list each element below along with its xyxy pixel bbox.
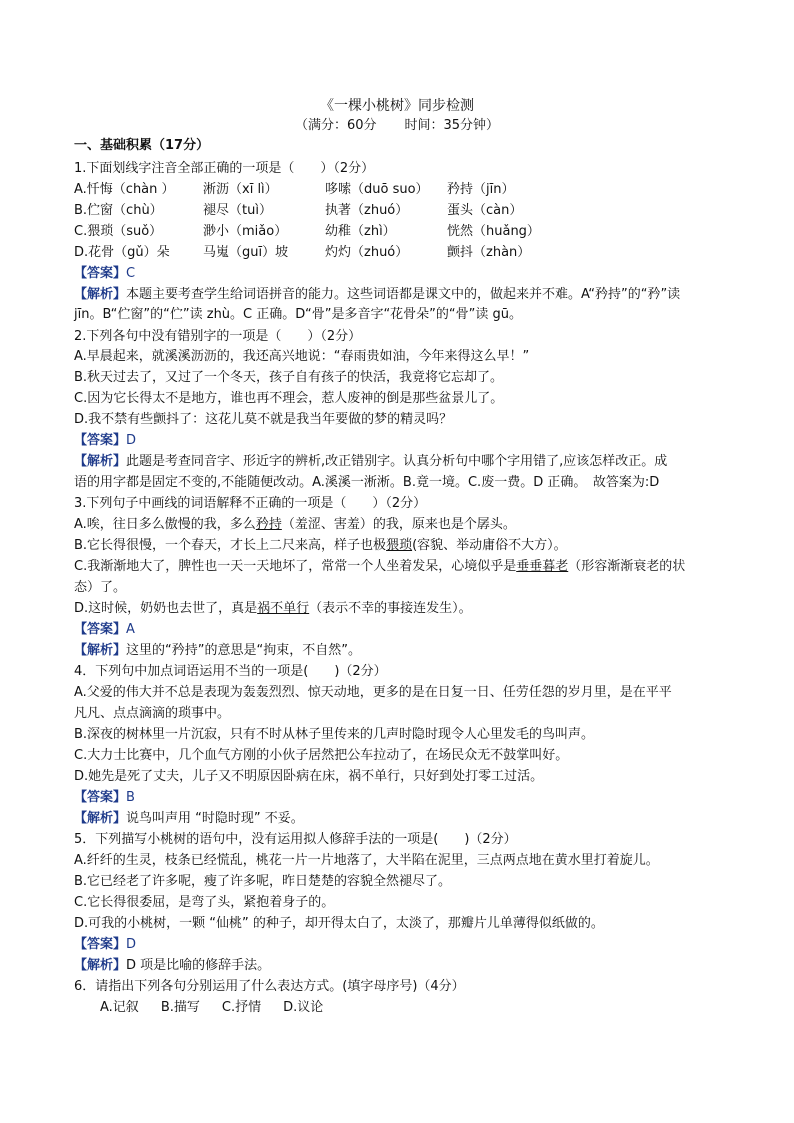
- q5-stem: 5．下列描写小桃树的语句中，没有运用拟人修辞手法的一项是( )（2分）: [74, 832, 517, 847]
- q5-answer: [74, 935, 136, 955]
- q1-analysis: [74, 285, 680, 305]
- underlined-term: 猥琐: [386, 538, 413, 553]
- q6-opt-b: B.描写: [160, 1000, 200, 1015]
- q4-opt-a-cont: 凡凡、点点滴滴的琐事中。: [74, 706, 231, 721]
- q1-opt-d-3: 灼灼（zhuó）: [325, 245, 409, 260]
- q6-opt-a: A.记叙: [100, 1000, 139, 1015]
- q2-opt-b: B.秋天过去了，又过了一个冬天，孩子自有孩子的快活，我竟将它忘却了。: [74, 370, 504, 385]
- answer-value: D: [126, 433, 137, 448]
- q3-opt-a: [74, 515, 516, 535]
- q5-opt-b: B.它已经老了许多呢，瘦了许多呢，昨日楚楚的容貌全然褪尽了。: [74, 874, 452, 889]
- q1-answer: [74, 264, 135, 284]
- q1-opt-b-2: 褪尽（tuì）: [203, 203, 272, 218]
- q3-answer: [74, 620, 135, 640]
- q6-stem: 6．请指出下列各句分别运用了什么表达方式。(填字母序号)（4分）: [74, 979, 465, 994]
- answer-label: 【答案】: [74, 937, 127, 952]
- answer-label: 【答案】: [74, 266, 127, 281]
- q2-analysis-cont: 语的用字都是固定不变的,不能随便改动。A.溪溪一淅淅。B.竟一境。C.废一费。D 正确。 故答案为:D: [74, 475, 660, 490]
- q2-opt-c: C.因为它长得太不是地方，谁也再不理会，惹人废神的倒是那些盆景儿了。: [74, 391, 504, 406]
- answer-label: 【答案】: [74, 433, 127, 448]
- q4-opt-c: C.大力士比赛中，几个血气方刚的小伙子居然把公车拉动了，在场民众无不鼓掌叫好。: [74, 748, 569, 763]
- time-info: 时间：35分钟）: [404, 118, 500, 133]
- q2-opt-d: D.我不禁有些颤抖了：这花儿莫不就是我当年要做的梦的精灵吗？: [74, 412, 453, 427]
- q4-opt-b: B.深夜的树林里一片沉寂，只有不时从林子里传来的几声时隐时现令人心里发毛的鸟叫声。: [74, 727, 595, 742]
- analysis-label: 【解析】: [74, 958, 127, 973]
- answer-value: D: [126, 937, 137, 952]
- answer-label: 【答案】: [74, 790, 127, 805]
- analysis-label: 【解析】: [74, 643, 127, 658]
- exam-info: [0, 117, 794, 135]
- q1-opt-c-4: 恍然（huǎng）: [447, 224, 540, 239]
- q2-analysis: [74, 452, 667, 472]
- q1-opt-a-1: A.忏悔（chàn ）: [74, 182, 175, 197]
- q1-opt-a-3: 哆嗦（duō suo）: [325, 182, 429, 197]
- q1-opt-b-1: B.伫窗（chù）: [74, 203, 163, 218]
- answer-label: 【答案】: [74, 622, 127, 637]
- underlined-term: 垂垂暮老: [516, 559, 569, 574]
- q4-stem: 4．下列句中加点词语运用不当的一项是( )（2分）: [74, 664, 387, 679]
- answer-value: C: [126, 266, 136, 281]
- analysis-label: 【解析】: [74, 811, 127, 826]
- q1-opt-b-3: 执著（zhuó）: [325, 203, 409, 218]
- underlined-term: 祸不单行: [257, 601, 310, 616]
- opt-text: B.它长得很慢，一个春天，才长上二尺来高，样子也极: [74, 538, 387, 553]
- analysis-label: 【解析】: [74, 454, 127, 469]
- q5-opt-c: C.它长得很委屈，是弯了头，紧抱着身子的。: [74, 895, 335, 910]
- q1-opt-c-2: 渺小（miǎo）: [203, 224, 288, 239]
- q1-opt-b-4: 蛋头（càn）: [447, 203, 523, 218]
- q1-analysis-cont: jīn。B“伫窗”的“伫”读 zhù。C 正确。D“骨”是多音字“花骨朵”的“骨”读 gū。: [74, 307, 523, 322]
- opt-text: （表示不幸的事接连发生）。: [309, 601, 472, 616]
- q1-stem: 1.下面划线字注音全部正确的一项是（ ）（2分）: [74, 161, 375, 176]
- q5-opt-a: A.纤纤的生灵，枝条已经慌乱，桃花一片一片地落了，大半陷在泥里，三点两点地在黄水里打着旋儿。: [74, 853, 659, 868]
- q2-answer: [74, 431, 136, 451]
- opt-text: (容貌、举动庸俗不大方）。: [412, 538, 567, 553]
- opt-text: A.唉，往日多么傲慢的我，多么: [74, 517, 256, 532]
- q1-opt-a-2: 淅沥（xī lì）: [203, 182, 278, 197]
- q3-analysis: [74, 641, 361, 661]
- analysis-text: D 项是比喻的修辞手法。: [126, 958, 271, 973]
- analysis-text: 这里的“矜持”的意思是“拘束，不自然”。: [126, 643, 361, 658]
- q2-opt-a: A.早晨起来，就溪溪沥沥的，我还高兴地说：“春雨贵如油，今年来得这么早！”: [74, 349, 530, 364]
- analysis-text: 说鸟叫声用 “时隐时现” 不妥。: [126, 811, 304, 826]
- q1-opt-a-4: 矜持（jīn）: [447, 182, 515, 197]
- q3-opt-c: [74, 557, 685, 577]
- section-heading: 一、基础积累（17分）: [74, 138, 210, 153]
- opt-text: （形容渐渐衰老的状: [568, 559, 686, 574]
- page-title: 《一棵小桃树》同步检测: [320, 98, 474, 114]
- q4-analysis: [74, 809, 304, 829]
- q1-opt-c-3: 幼稚（zhì）: [325, 224, 396, 239]
- q3-opt-b: [74, 536, 567, 556]
- underlined-term: 矜持: [255, 517, 282, 532]
- q5-analysis: [74, 956, 270, 976]
- q6-opt-c: C.抒情: [221, 1000, 262, 1015]
- q1-opt-d-1: D.花骨（gǔ）朵: [74, 245, 170, 260]
- answer-value: B: [126, 790, 135, 805]
- opt-text: C.我渐渐地大了，脾性也一天一天地坏了，常常一个人坐着发呆，心境似乎是: [74, 559, 517, 574]
- q1-opt-d-2: 马嵬（guī）坡: [203, 245, 289, 260]
- q5-opt-d: D.可我的小桃树，一颗 “仙桃” 的种子，却开得太白了，太淡了，那瓣片儿单薄得似纸做的。: [74, 916, 604, 931]
- q3-opt-c-cont: 态）了。: [74, 580, 127, 595]
- q4-answer: [74, 788, 135, 808]
- q2-stem: 2.下列各句中没有错别字的一项是（ ）（2分）: [74, 329, 362, 344]
- q4-opt-a: A.父爱的伟大并不总是表现为轰轰烈烈、惊天动地，更多的是在日复一日、任劳任怨的岁月里，是在平平: [74, 685, 672, 700]
- q1-opt-c-1: C.猥琐（suǒ）: [74, 224, 163, 239]
- analysis-text: 本题主要考查学生给词语拼音的能力。这些词语都是课文中的，做起来并不难。A“矜持”的“矜”读: [126, 287, 681, 302]
- answer-value: A: [126, 622, 135, 637]
- opt-text: （羞涩、害羞）的我，原来也是个孱头。: [281, 517, 516, 532]
- analysis-text: 此题是考查同音字、形近字的辨析,改正错别字。认真分析句中哪个字用错了,应该怎样改正。成: [126, 454, 668, 469]
- q6-opt-d: D.议论: [283, 1000, 324, 1015]
- opt-text: D.这时候，奶奶也去世了，真是: [74, 601, 258, 616]
- analysis-label: 【解析】: [74, 287, 127, 302]
- score-info: （满分：60分: [294, 118, 377, 133]
- q6-options: [100, 998, 323, 1018]
- q3-opt-d: [74, 599, 472, 619]
- q1-opt-d-4: 颤抖（zhàn）: [447, 245, 531, 260]
- q4-opt-d: D.她先是死了丈夫，儿子又不明原因卧病在床，祸不单行，只好到处打零工过活。: [74, 769, 544, 784]
- q3-stem: 3.下列句子中画线的词语解释不正确的一项是（ ）（2分）: [74, 496, 427, 511]
